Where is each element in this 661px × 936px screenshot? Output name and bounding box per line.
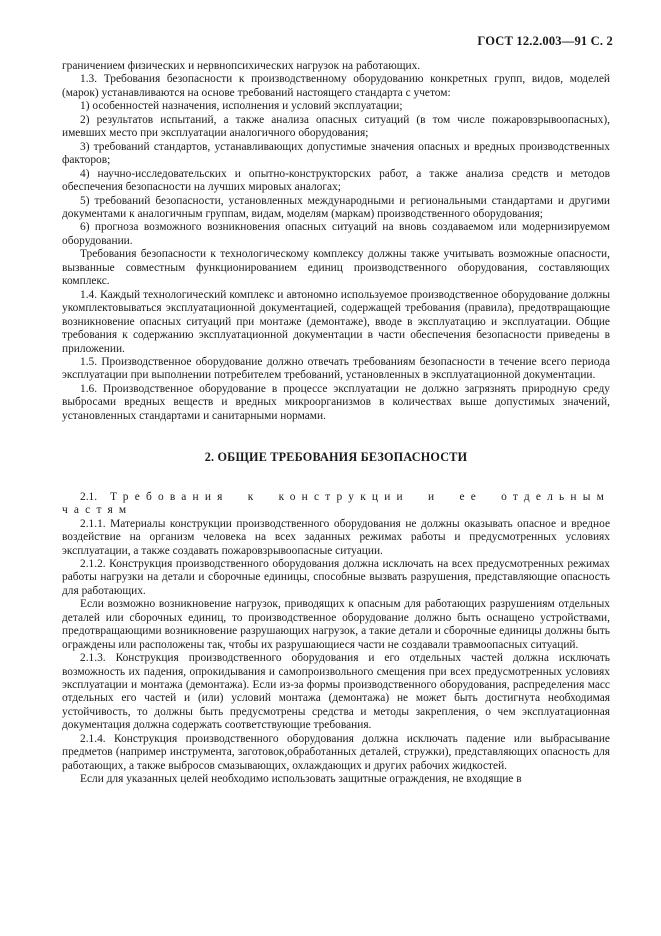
paragraph-loads: Если возможно возникновение нагрузок, приводящих к опасным для работающих разрушениям отдельных деталей или сборочных единиц, то производственное оборудование должно быть оснащено устройствами, предотвращающими возникновение разрушающих нагрузок, а такие детали и сборочные единицы должны быть ограждены или расположены так, чтобы их разрушающиеся части не создавали травмоопасных ситуаций. — [62, 598, 610, 651]
document-body — [62, 60, 610, 787]
list-item-2: 2) результатов испытаний, а также анализа опасных ситуаций (в том числе пожаровзрывоопасных), имевших место при эксплуатации аналогичного оборудования; — [62, 113, 610, 140]
paragraph-2-1-2: 2.1.2. Конструкция производственного оборудования должна исключать на всех предусмотренных режимах работы нагрузки на детали и сборочные единицы, способные вызвать разрушения, представляющие опасность для работающих. — [62, 557, 610, 597]
page-header: ГОСТ 12.2.003—91 С. 2 — [477, 34, 613, 48]
subsection-heading-text: Требования к конструкции и ее отдельным частям — [62, 490, 610, 517]
list-item-1: 1) особенностей назначения, исполнения и условий эксплуатации; — [80, 100, 403, 113]
paragraph-complex: Требования безопасности к технологическому комплексу должны также учитывать возможные опасности, вызванные совместным функционированием единиц производственного оборудования, составляющих комплекс. — [62, 248, 610, 288]
paragraph-2-1-3: 2.1.3. Конструкция производственного оборудования и его отдельных частей должна исключать возможность их падения, опрокидывания и самопроизвольного смещения при всех предусмотренных условиях эксплуатации и монтажа (демонтажа). Если из-за формы производственного оборудования, распределения масс отдельных его частей и (или) условий монтажа (демонтажа) не может быть достигнута необходимая устойчивость, то должны быть предусмотрены средства и методы закрепления, о чем эксплуатационная документация должна содержать соответствующие требования. — [62, 652, 610, 732]
paragraph-1-6: 1.6. Производственное оборудование в процессе эксплуатации не должно загрязнять природную среду выбросами вредных веществ и вредных микроорганизмов в количествах выше допустимых значений, установленных стандартами и санитарными нормами. — [62, 382, 610, 422]
subsection-heading — [62, 491, 610, 518]
subsection-number: 2.1. — [80, 490, 98, 503]
list-item-6: 6) прогноза возможного возникновения опасных ситуаций на вновь создаваемом или модернизируемом оборудовании. — [62, 221, 610, 247]
list-item-3: 3) требований стандартов, устанавливающих допустимые значения опасных и вредных производственных факторов; — [62, 140, 610, 167]
paragraph-continuation: граничением физических и нервнопсихических нагрузок на работающих. — [62, 60, 421, 72]
paragraph-2-1-1: 2.1.1. Материалы конструкции производственного оборудования не должны оказывать опасное и вредное воздействие на организм человека на всех заданных режимах работы и предусмотренных условиях эксплуатации, а также создавать пожаровзрывоопасные ситуации. — [62, 517, 610, 557]
section-title: 2. ОБЩИЕ ТРЕБОВАНИЯ БЕЗОПАСНОСТИ — [204, 450, 468, 465]
paragraph-2-1-4: 2.1.4. Конструкция производственного оборудования должна исключать падение или выбрасывание предметов (например инструмента, заготовок,обработанных деталей, стружки), представляющих опасность для работающих, а также выбросов смазывающих, охлаждающих и других рабочих жидкостей. — [62, 732, 610, 772]
list-item-5: 5) требований безопасности, установленных международными и региональными стандартами и другими документами к аналогичным группам, видам, моделям (маркам) производственного оборудования; — [62, 194, 610, 220]
paragraph-1-3: 1.3. Требования безопасности к производственному оборудованию конкретных групп, видов, моделей (марок) устанавливаются на основе требований настоящего стандарта с учетом: — [62, 73, 610, 99]
paragraph-1-4: 1.4. Каждый технологический комплекс и автономно используемое производственное оборудование должны укомплектовываться эксплуатационной документацией, содержащей требования (правила), предотвращающие возникновение опасных ситуаций при монтаже (демонтаже), вводе в эксплуатацию и эксплуатации. Общие требования к содержанию эксплуатационной документации в части обеспечения безопасности приведены в приложении. — [62, 288, 610, 355]
list-item-4: 4) научно-исследовательских и опытно-конструкторских работ, а также анализа средств и методов обеспечения безопасности на лучших мировых аналогах; — [62, 167, 610, 194]
paragraph-guards: Если для указанных целей необходимо использовать защитные ограждения, не входящие в — [80, 773, 522, 786]
paragraph-1-5: 1.5. Производственное оборудование должно отвечать требованиям безопасности в течение всего периода эксплуатации при выполнении потребителем требований, установленных в эксплуатационной документации. — [62, 355, 610, 382]
